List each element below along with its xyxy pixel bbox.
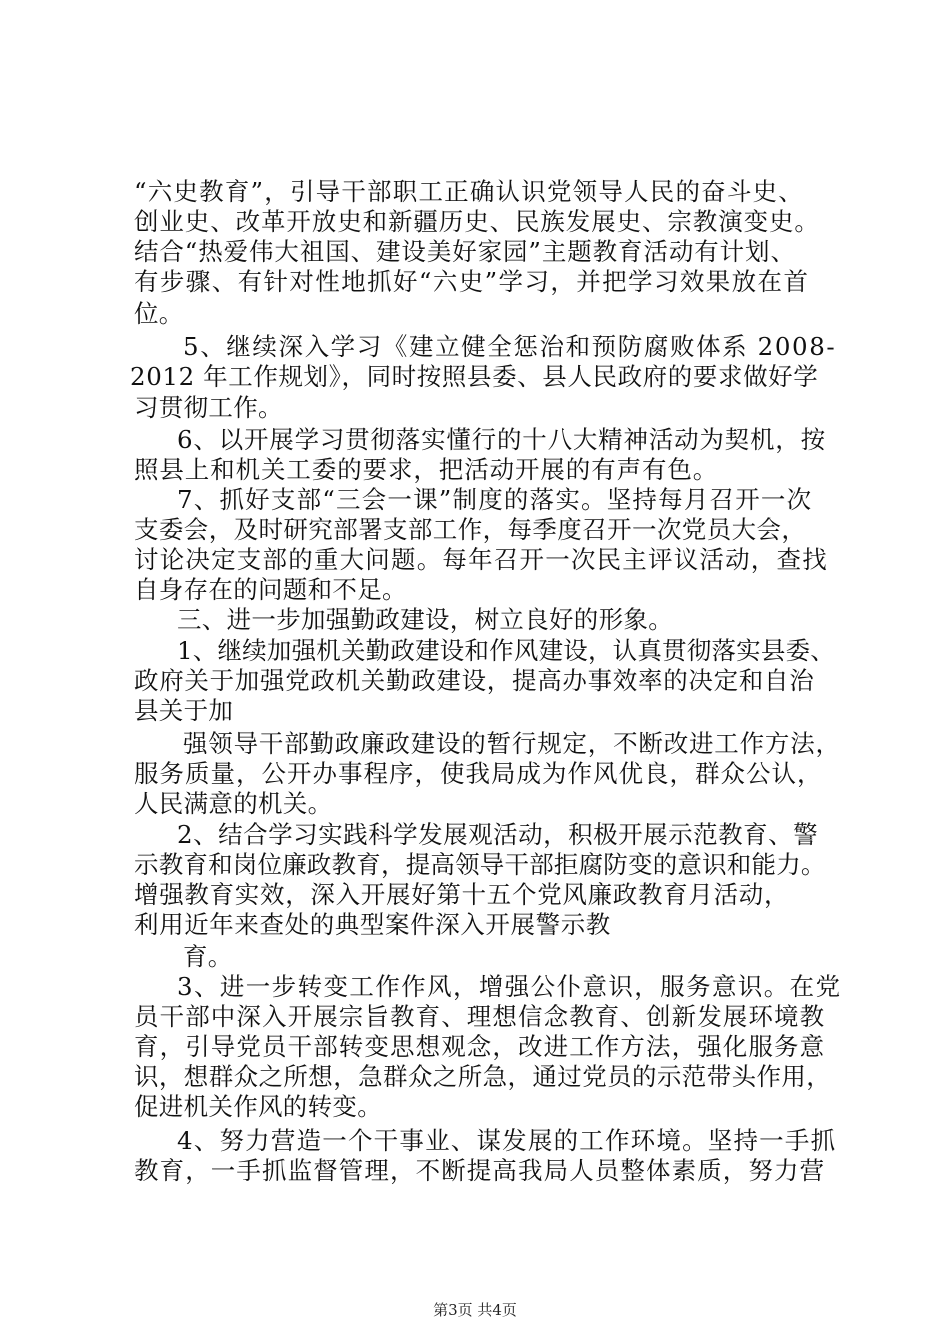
text-line: 利用近年来查处的典型案件深入开展警示教 <box>134 910 611 939</box>
text-line: 5、继续深入学习《建立健全惩治和预防腐败体系 2008- <box>183 332 837 361</box>
text-line: 7、抓好支部“三会一课”制度的落实。坚持每月召开一次 <box>177 485 813 514</box>
text-line: 2012 年工作规划》，同时按照县委、县人民政府的要求做好学 <box>130 362 819 391</box>
text-line: 习贯彻工作。 <box>134 393 283 422</box>
text-line: 强领导干部勤政廉政建设的暂行规定，不断改进工作方法， <box>183 729 841 758</box>
text-line: 讨论决定支部的重大问题。每年召开一次民主评议活动，查找 <box>134 545 828 574</box>
section-heading: 三、进一步加强勤政建设，树立良好的形象。 <box>177 605 673 634</box>
page-number-footer: 第3页 共4页 <box>433 1301 517 1319</box>
text-line: 2、结合学习实践科学发展观活动，积极开展示范教育、警 <box>177 820 819 849</box>
text-line: 3、进一步转变工作作风，增强公仆意识，服务意识。在党 <box>177 972 842 1001</box>
text-line: 自身存在的问题和不足。 <box>134 575 407 604</box>
text-line: 政府关于加强党政机关勤政建设，提高办事效率的决定和自治 <box>134 666 815 695</box>
text-line: 示教育和岗位廉政教育，提高领导干部拒腐防变的意识和能力。 <box>134 850 826 879</box>
text-line: 服务质量，公开办事程序，使我局成为作风优良，群众公认， <box>134 759 823 788</box>
text-line: 照县上和机关工委的要求，把活动开展的有声有色。 <box>134 455 719 484</box>
text-line: 促进机关作风的转变。 <box>134 1092 382 1121</box>
text-line: 教育，一手抓监督管理，不断提高我局人员整体素质，努力营 <box>134 1156 826 1185</box>
text-line: 县关于加 <box>134 696 234 725</box>
text-line: “六史教育”，引导干部职工正确认识党领导人民的奋斗史、 <box>134 177 804 206</box>
text-line: 人民满意的机关。 <box>134 789 333 818</box>
text-line: 位。 <box>134 299 184 328</box>
text-line: 支委会，及时研究部署支部工作，每季度召开一次党员大会， <box>134 515 807 544</box>
text-line: 育。 <box>183 942 233 971</box>
text-line: 增强教育实效，深入开展好第十五个党风廉政教育月活动， <box>134 880 790 909</box>
text-line: 6、以开展学习贯彻落实懂行的十八大精神活动为契机，按 <box>177 425 826 454</box>
text-line: 有步骤、有针对性地抓好“六史”学习，并把学习效果放在首 <box>134 267 810 296</box>
text-line: 创业史、改革开放史和新疆历史、民族发展史、宗教演变史。 <box>134 207 820 236</box>
text-line: 4、努力营造一个干事业、谋发展的工作环境。坚持一手抓 <box>177 1126 837 1155</box>
text-line: 识，想群众之所想，急群众之所急，通过党员的示范带头作用， <box>134 1062 832 1091</box>
text-line: 1、继续加强机关勤政建设和作风建设，认真贯彻落实县委、 <box>177 636 835 665</box>
text-line: 结合“热爱伟大祖国、建设美好家园”主题教育活动有计划、 <box>134 237 796 266</box>
text-line: 员干部中深入开展宗旨教育、理想信念教育、创新发展环境教 <box>134 1002 826 1031</box>
text-line: 育，引导党员干部转变思想观念，改进工作方法，强化服务意 <box>134 1032 826 1061</box>
